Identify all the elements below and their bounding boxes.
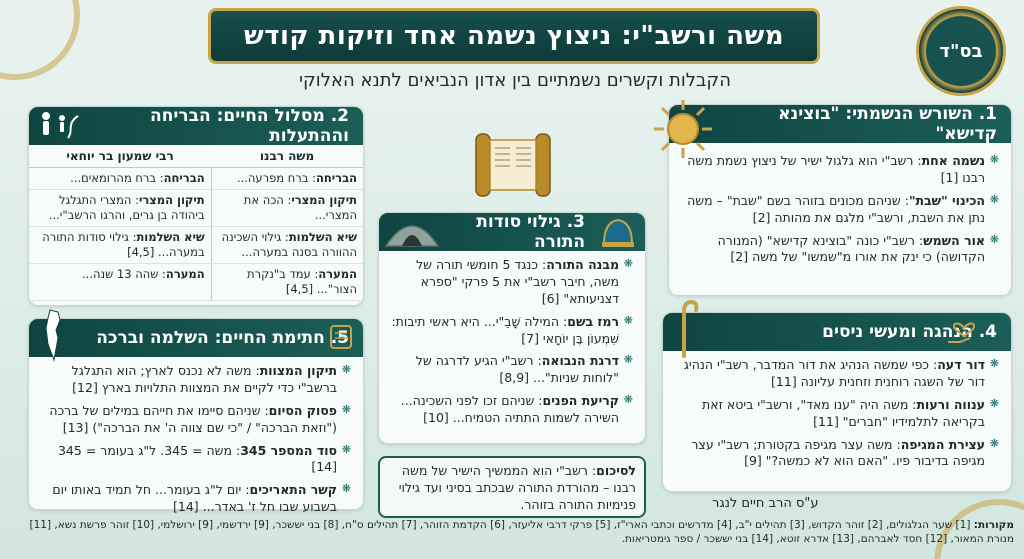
list-item: ❋ קשר התאריכים: יום ל"ג בעומר... חל תמיד באותו יום בשבוע שבו חל ז' באדר... [14] — [39, 482, 351, 516]
list-item: ❋ נשמה אחת: רשב"י הוא גלגול ישיר של ניצוץ נשמת משה רבנו [1] — [679, 153, 999, 187]
people-path-icon — [34, 110, 84, 142]
table-cell: המערה: עמד ב"נקרת הצור"... [4,5] — [211, 263, 363, 300]
list-item: ❋ הכינוי "שבת": שניהם מכונים בזוהר בשם "שבת" – משה נתן את השבת, ורשב"י מלגם את מהותה [2] — [679, 193, 999, 227]
cave-icon — [384, 214, 440, 248]
page-subtitle: הקבלות וקשרים נשמתיים בין אדון הנביאים לתנא האלוקי — [299, 70, 731, 91]
table-cell: הבריחה: ברח מהרומאים... — [29, 168, 211, 190]
section-1-card — [668, 104, 1012, 296]
sources-text: [1] שער הגלגולים, [2] זוהר הקדוש, [3] תהילים י"ב, [4] מדרשים וכתבי הארי"ז, [5] פרקי דרבי אליעזר, [6] הקדמת הזוהר, [7] תהילים ס"ח, [8] בני יששכר, [9] ירדשמי, [9] ירושלמי, [10] זוהר פרשת נשא, [11] מנורת המאור, [12] חסד לאברהם, [13] אדרא זוטא, [14] בני יששכר / ספר גימטריאות. — [29, 519, 1014, 546]
section-1-title: 1. השורש הנשמתי: "בוצינא קדישא" — [778, 104, 997, 144]
staff-icon — [674, 298, 700, 358]
israel-map-icon — [40, 308, 66, 362]
table-row — [29, 189, 363, 226]
hand-heart-icon — [944, 314, 984, 348]
section-5-header — [29, 319, 363, 357]
table-cell: תיקון המצרי: המצרי התגלגל ביהודה בן גרים, והרגו הרשב"י... — [29, 189, 211, 226]
list-item: ❋ סוד המספר 345: משה = 345. ל"ג בעומר = 345 [14] — [39, 443, 351, 477]
section-3-title: 3. גילוי סודות התורה — [476, 212, 585, 252]
page-title: משה ורשב"י: ניצוץ נשמה אחד וזיקות קודש — [243, 21, 785, 51]
summary-label: לסיכום — [596, 463, 636, 478]
col-rashbi-header: רבי שמעון בר יוחאי — [29, 145, 211, 168]
list-item: ❋ פסוק הסיום: שניהם סיימו את חייהם במילים של ברכה ("וזאת הברכה" / "כי שם צווה ה' את הברכה") [13] — [39, 403, 351, 437]
table-row — [29, 263, 363, 300]
sun-icon — [652, 98, 714, 160]
sources-label: מקורות: — [973, 519, 1014, 531]
author-signature: ע"ס הרב חיים לנגר — [712, 496, 819, 511]
list-item: ❋ עצירת המגיפה: משה עצר מגיפה בקטורת; רשב"י עצר מגיפה בדיבור פיו. "האם הוא לא כמשה?" [9] — [673, 437, 999, 471]
scroll-icon — [326, 322, 356, 352]
list-item: ❋ דרגת הנבואה: רשב"י הגיע לדרגה של "לוחות שניות"... [8,9] — [389, 353, 633, 387]
comparison-table — [29, 145, 363, 301]
list-item: ❋ קריעת הפנים: שניהם זכו לפני השכינה... השירה לשמות התתיה הטמיח... [10] — [389, 393, 633, 427]
summary-box — [378, 456, 646, 518]
table-cell: המערה: שהה 13 שנה... — [29, 263, 211, 300]
list-item: ❋ רמז בשם: המילה שָׁבֵ"י... היא ראשי תיבות: שִׁמְעוֹן בֶּן יוֹחָאי [7] — [389, 314, 633, 348]
section-3-list — [379, 251, 645, 437]
section-5-card — [28, 318, 364, 515]
torah-scroll-icon — [470, 128, 556, 202]
table-cell: הבריחה: ברח מפרעה... — [211, 168, 363, 190]
section-1-header — [669, 105, 1011, 143]
list-item: ❋ תיקון המצוות: משה לא נכנס לארץ; הוא התגלגל ברשב"י כדי לקיים את המצוות התלויות בארץ [12] — [39, 363, 351, 397]
table-header-row — [29, 145, 363, 168]
section-1-list — [669, 143, 1011, 276]
section-5-title: 5. חתימת החיים: השלמה וברכה — [96, 328, 349, 348]
title-banner — [208, 8, 820, 64]
sources-footer — [14, 518, 1014, 546]
list-item: ❋ דור דעה: כפי שמשה הנהיג את דור המדבר, רשב"י הנהיג דור של השגה רוחנית וזחנית עליונה [11] — [673, 357, 999, 391]
table-row — [29, 168, 363, 190]
section-4-title: 4. הנהגה ומעשי ניסים — [822, 322, 997, 342]
list-item: ❋ אור השמש: רשב"י כונה "בוצינא קדישא" (המנורה הקדושה) כי ינק את אורו מ"שמשו" של משה [2] — [679, 233, 999, 267]
table-cell: שיא השלמות: גילוי השכינה ההוורה בסנה במערה... — [211, 226, 363, 263]
bsd-text: בס"ד — [939, 40, 983, 62]
summary-text: : רשב"י הוא הממשיך הישיר של משה רבנו – מהורדת התורה שבכתב בסיני ועד גילוי פנימיות התורה בזוהר. — [398, 463, 636, 512]
table-cell: שיא השלמות: גילוי סודות התורה במערה... [4,5] — [29, 226, 211, 263]
list-item: ❋ מבנה התורה: כנגד 5 חומשי תורה של משה, חיבר רשב"י את 5 פרקי "ספרא דצניעותא" [6] — [389, 257, 633, 308]
corner-ornament-left — [0, 0, 80, 80]
bsd-badge — [916, 6, 1006, 96]
table-cell: תיקון המצרי: הכה את המצרי... — [211, 189, 363, 226]
torah-crown-icon — [596, 214, 640, 248]
section-4-list — [663, 351, 1011, 480]
list-item: ❋ ענווה ורעות: משה היה "ענו מאד", ורשב"י ביטא זאת בקריאה לתלמידיו "חברים" [11] — [673, 397, 999, 431]
section-2-title: 2. מסלול החיים: הבריחה וההתעלות — [150, 106, 349, 146]
table-row — [29, 226, 363, 263]
section-5-list — [29, 357, 363, 526]
col-moshe-header: משה רבנו — [211, 145, 363, 168]
